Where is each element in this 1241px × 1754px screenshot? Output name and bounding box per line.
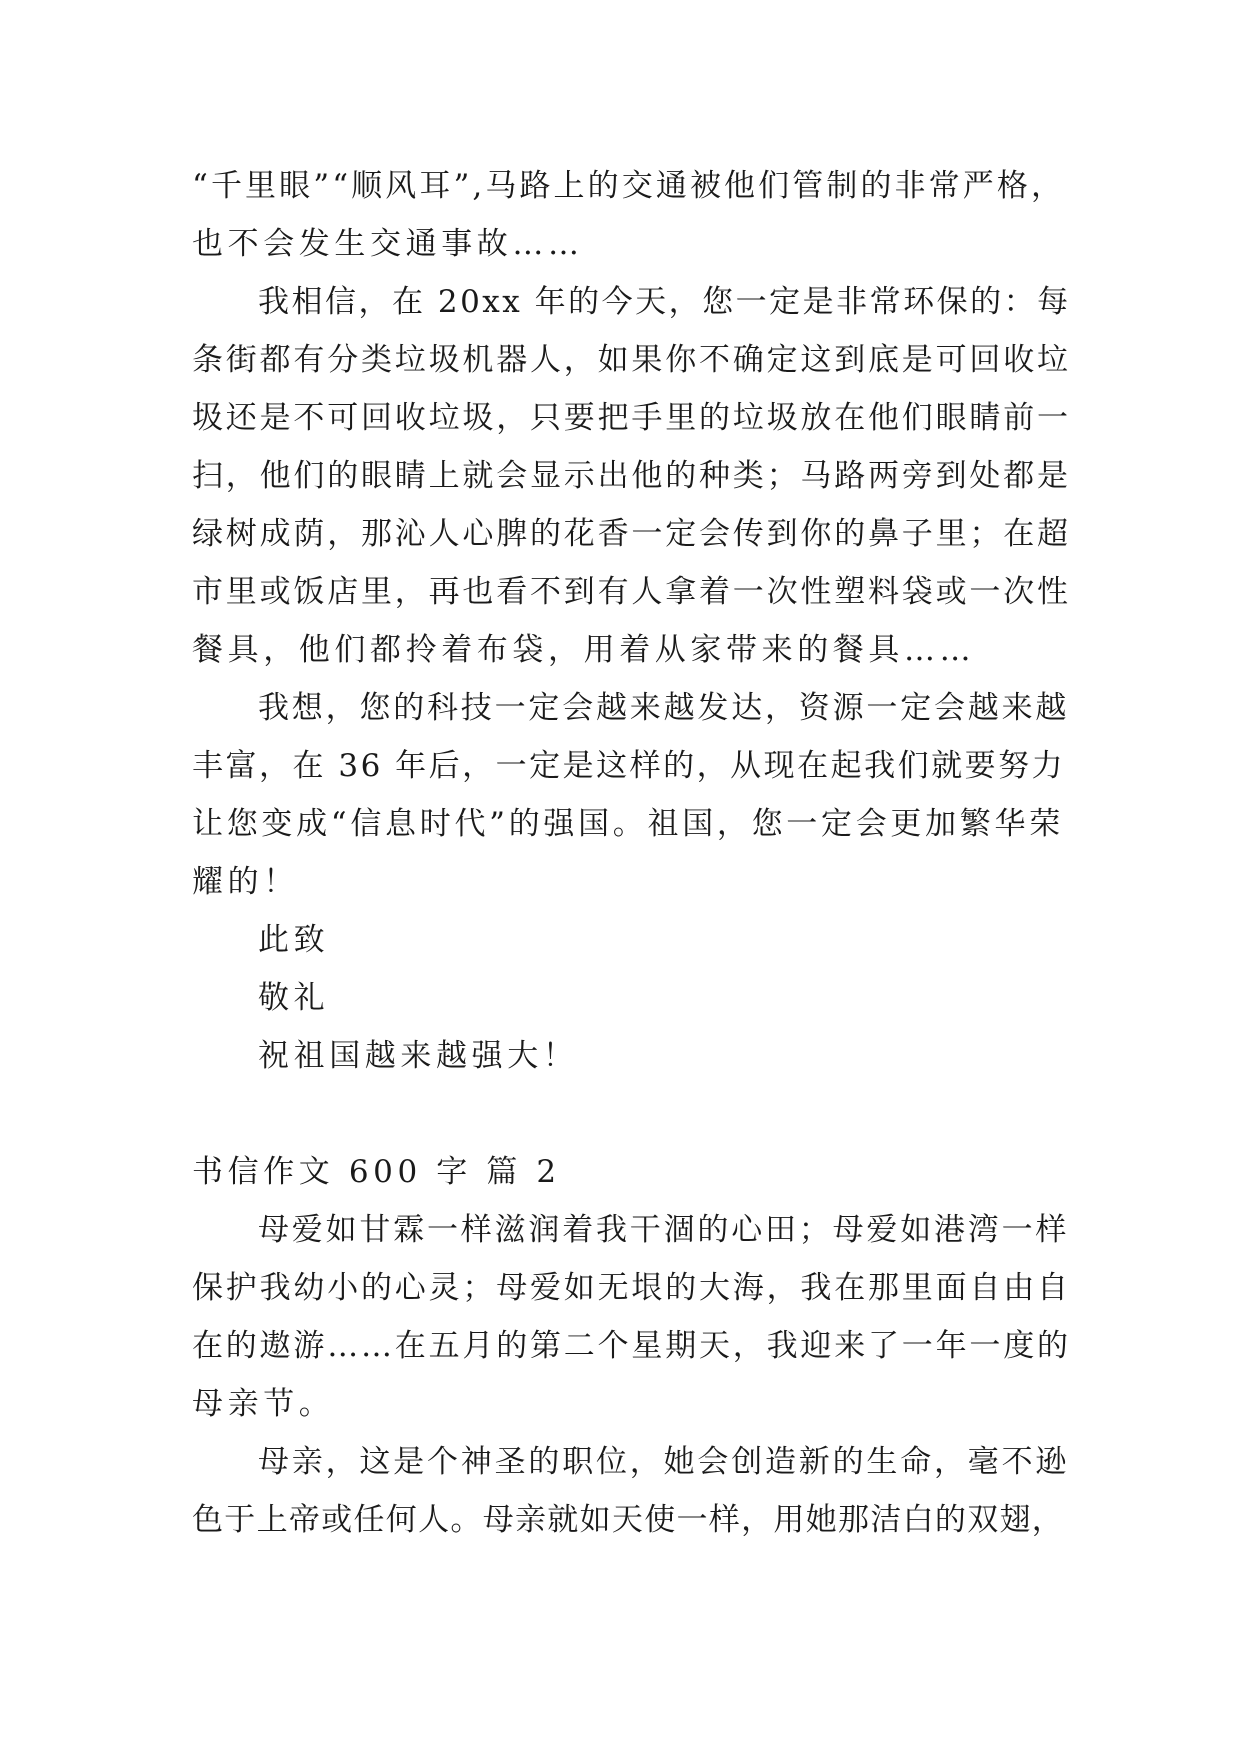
text-line: 保护我幼小的心灵；母爱如无垠的大海，我在那里面自由自 <box>192 1270 1071 1306</box>
text-line: 圾还是不可回收垃圾，只要把手里的垃圾放在他们眼睛前一 <box>192 400 1071 436</box>
closing-line: 敬礼 <box>258 980 330 1016</box>
closing-line: 祝祖国越来越强大！ <box>258 1038 579 1074</box>
paragraph-start: 我想，您的科技一定会越来越发达，资源一定会越来越 <box>258 690 1070 726</box>
text-line: 母亲节。 <box>192 1386 335 1422</box>
paragraph-start: 母亲，这是个神圣的职位，她会创造新的生命，毫不逊 <box>258 1444 1070 1480</box>
text-line: 在的遨游……在五月的第二个星期天，我迎来了一年一度的 <box>192 1328 1071 1364</box>
text-line: 耀的！ <box>192 864 299 900</box>
text-line: 色于上帝或任何人。母亲就如天使一样，用她那洁白的双翅， <box>192 1502 1065 1538</box>
text-line: 绿树成荫，那沁人心脾的花香一定会传到你的鼻子里；在超 <box>192 516 1071 552</box>
text-line: 让您变成“信息时代”的强国。祖国，您一定会更加繁华荣 <box>192 806 1064 842</box>
text-line: 条街都有分类垃圾机器人，如果你不确定这到底是可回收垃 <box>192 342 1071 378</box>
text-line: 丰富，在 36 年后，一定是这样的，从现在起我们就要努力 <box>192 748 1066 784</box>
paragraph-start: 母爱如甘霖一样滋润着我干涸的心田；母爱如港湾一样 <box>258 1212 1070 1248</box>
text-line: “千里眼”“顺风耳”,马路上的交通被他们管制的非常严格， <box>192 168 1066 204</box>
text-line: 市里或饭店里，再也看不到有人拿着一次性塑料袋或一次性 <box>192 574 1071 610</box>
paragraph-start: 我相信，在 20xx 年的今天，您一定是非常环保的：每 <box>258 284 1071 320</box>
section-heading: 书信作文 600 字 篇 2 <box>192 1154 561 1190</box>
text-line: 也不会发生交通事故…… <box>192 226 584 262</box>
text-line: 扫，他们的眼睛上就会显示出他的种类；马路两旁到处都是 <box>192 458 1071 494</box>
closing-line: 此致 <box>258 922 330 958</box>
text-line: 餐具，他们都拎着布袋，用着从家带来的餐具…… <box>192 632 976 668</box>
